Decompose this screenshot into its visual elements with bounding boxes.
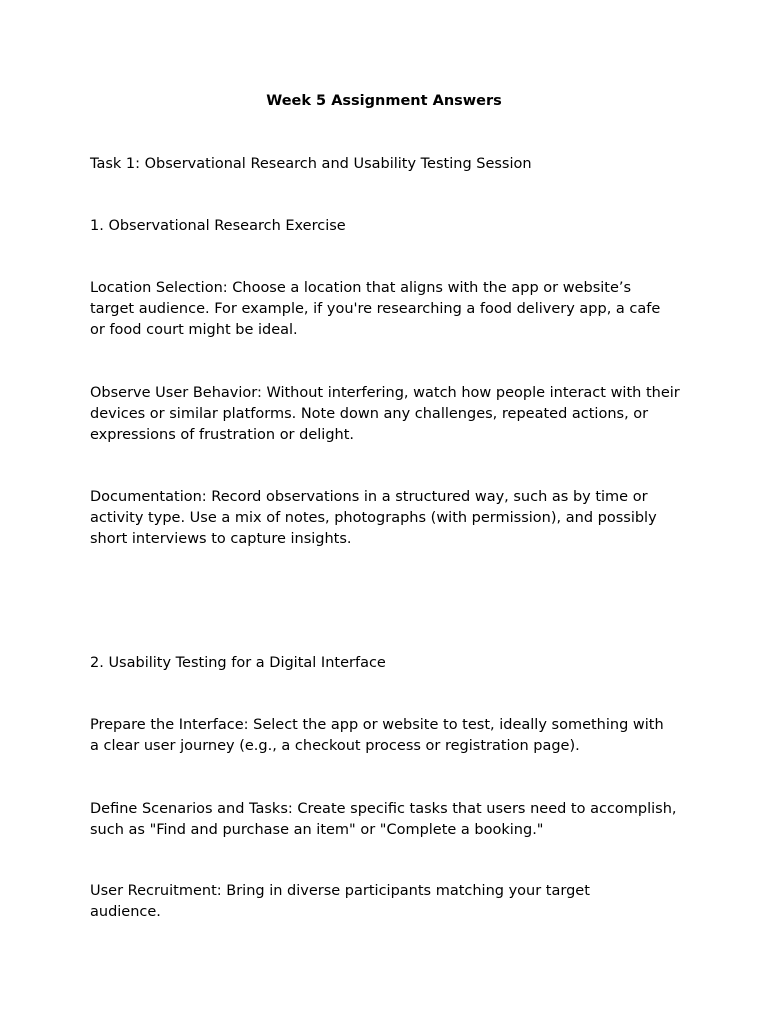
prepare-interface-paragraph: Prepare the Interface: Select the app or website to test, ideally something with a clear user journey (e.g., a checkout process or registration page). xyxy=(90,717,664,754)
section1-heading: 1. Observational Research Exercise xyxy=(90,218,346,234)
documentation-paragraph: Documentation: Record observations in a structured way, such as by time or activity type. Use a mix of notes, photographs (with permission), and possibly short interviews to capture insights. xyxy=(90,489,657,547)
task1-heading: Task 1: Observational Research and Usability Testing Session xyxy=(90,156,532,172)
user-recruitment-paragraph: User Recruitment: Bring in diverse participants matching your target audience. xyxy=(90,883,590,920)
location-selection-paragraph: Location Selection: Choose a location that aligns with the app or website’s target audience. For example, if you're researching a food delivery app, a cafe or food court might be ideal. xyxy=(90,280,661,338)
document-title: Week 5 Assignment Answers xyxy=(266,93,502,109)
define-scenarios-paragraph: Define Scenarios and Tasks: Create specific tasks that users need to accomplish, such as "Find and purchase an item" or "Complete a booking." xyxy=(90,801,677,838)
observe-user-behavior-paragraph: Observe User Behavior: Without interfering, watch how people interact with their devices or similar platforms. Note down any challenges, repeated actions, or expressions of frustration or delight. xyxy=(90,385,680,443)
section2-heading: 2. Usability Testing for a Digital Interface xyxy=(90,655,386,671)
